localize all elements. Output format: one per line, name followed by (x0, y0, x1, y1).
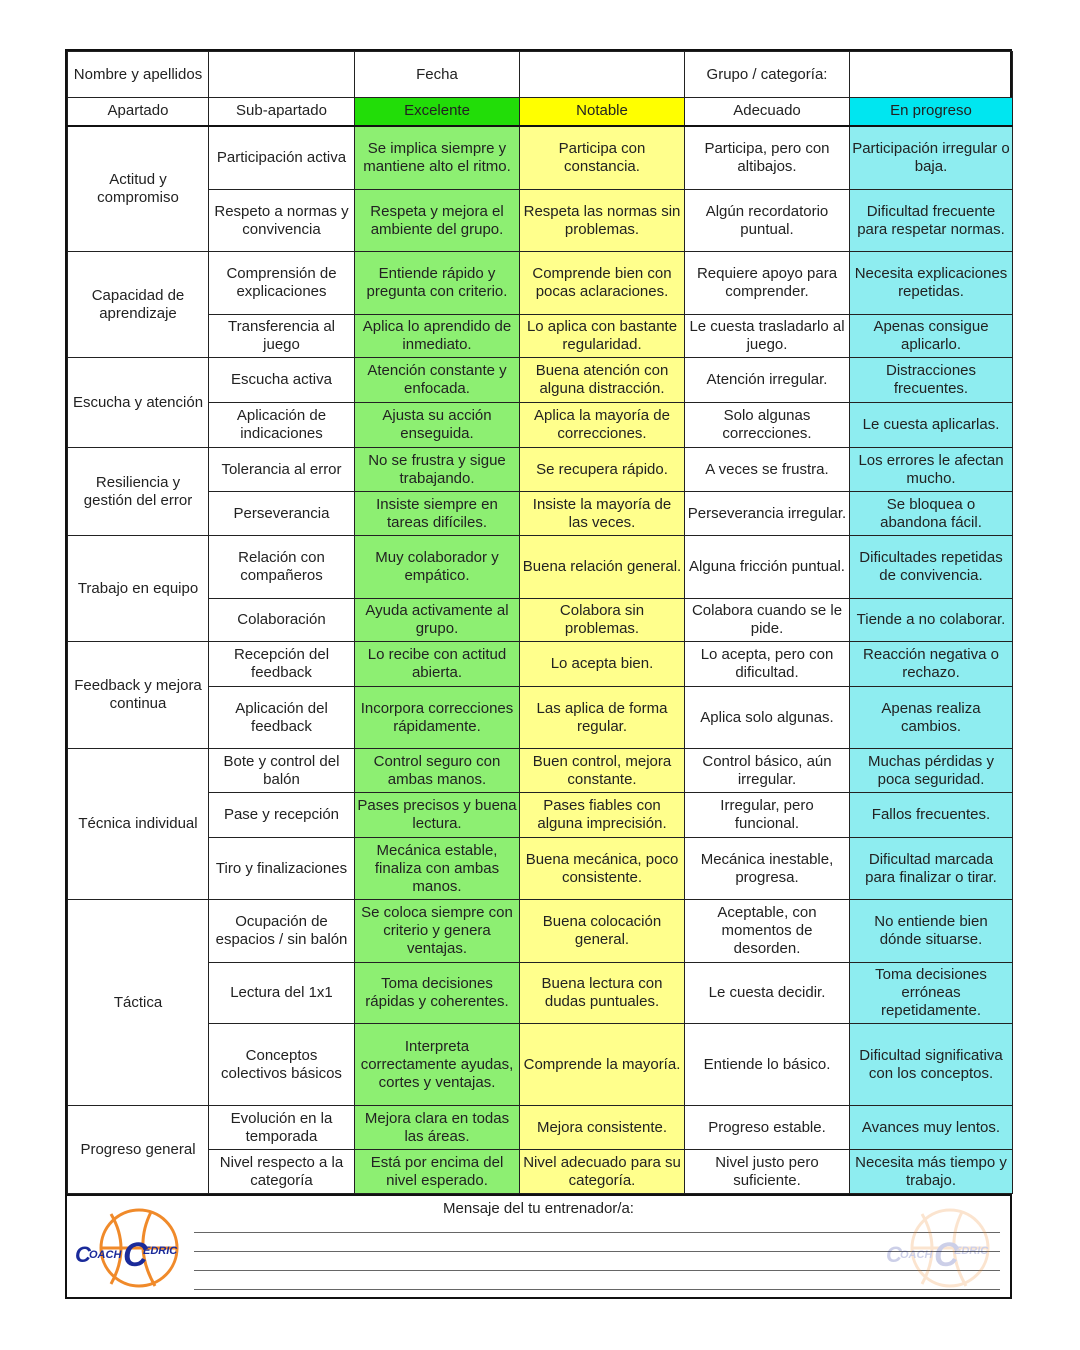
level-en-progreso-cell[interactable]: No entiende bien dónde situarse. (850, 900, 1013, 963)
subsection-name: Perseverancia (209, 492, 355, 536)
coach-message-area (67, 1194, 1010, 1297)
name-field[interactable] (209, 52, 355, 98)
level-excelente-cell[interactable]: Ajusta su acción enseguida. (355, 403, 520, 448)
info-row (68, 52, 1013, 98)
level-adecuado-cell[interactable]: Atención irregular. (685, 358, 850, 403)
level-excelente-cell[interactable]: Toma decisiones rápidas y coherentes. (355, 963, 520, 1024)
level-adecuado-cell[interactable]: Nivel justo pero suficiente. (685, 1150, 850, 1194)
svg-text:EDRIC: EDRIC (143, 1245, 178, 1257)
message-line[interactable] (194, 1251, 1000, 1252)
subsection-name: Lectura del 1x1 (209, 963, 355, 1024)
subsection-name: Transferencia al juego (209, 315, 355, 358)
level-notable-cell[interactable]: Lo aplica con bastante regularidad. (520, 315, 685, 358)
section-name: Progreso general (68, 1106, 209, 1194)
level-excelente-cell[interactable]: Muy colaborador y empático. (355, 536, 520, 599)
date-field[interactable] (520, 52, 685, 98)
name-label: Nombre y apellidos (68, 52, 209, 98)
level-notable-cell[interactable]: Aplica la mayoría de correcciones. (520, 403, 685, 448)
level-excelente-cell[interactable]: Aplica lo aprendido de inmediato. (355, 315, 520, 358)
rubric-row (68, 448, 1013, 492)
rubric-row (68, 358, 1013, 403)
subsection-name: Recepción del feedback (209, 642, 355, 687)
rubric-row (68, 403, 1013, 448)
level-adecuado-cell[interactable]: Solo algunas correcciones. (685, 403, 850, 448)
level-en-progreso-cell[interactable]: Dificultad marcada para finalizar o tirar. (850, 838, 1013, 900)
level-excelente-cell[interactable]: Insiste siempre en tareas difíciles. (355, 492, 520, 536)
rubric-row (68, 1024, 1013, 1106)
subsection-name: Respeto a normas y convivencia (209, 190, 355, 252)
column-header-row (68, 98, 1013, 126)
coach-cedric-logo (71, 1204, 191, 1292)
level-adecuado-cell[interactable]: Algún recordatorio puntual. (685, 190, 850, 252)
rubric-row (68, 492, 1013, 536)
level-adecuado-cell[interactable]: Colabora cuando se le pide. (685, 599, 850, 642)
level-notable-cell[interactable]: Mejora consistente. (520, 1106, 685, 1150)
svg-text:C: C (886, 1242, 902, 1267)
level-en-progreso-cell[interactable]: Apenas consigue aplicarlo. (850, 315, 1013, 358)
coach-cedric-watermark-logo (882, 1204, 1002, 1292)
level-notable-cell[interactable]: Pases fiables con alguna imprecisión. (520, 793, 685, 838)
level-en-progreso-cell[interactable]: Distracciones frecuentes. (850, 358, 1013, 403)
level-en-progreso-cell[interactable]: Le cuesta aplicarlas. (850, 403, 1013, 448)
level-notable-cell[interactable]: Buena relación general. (520, 536, 685, 599)
rubric-row (68, 536, 1013, 599)
section-name: Táctica (68, 900, 209, 1106)
level-notable-cell[interactable]: Buena colocación general. (520, 900, 685, 963)
svg-text:OACH: OACH (89, 1249, 122, 1261)
level-notable-cell[interactable]: Buena atención con alguna distracción. (520, 358, 685, 403)
subsection-name: Tolerancia al error (209, 448, 355, 492)
evaluation-sheet (65, 49, 1012, 1299)
rubric-row (68, 252, 1013, 315)
level-notable-cell[interactable]: Buena mecánica, poco consistente. (520, 838, 685, 900)
level-notable-cell[interactable]: Buena lectura con dudas puntuales. (520, 963, 685, 1024)
level-adecuado-cell[interactable]: Alguna fricción puntual. (685, 536, 850, 599)
section-name: Trabajo en equipo (68, 536, 209, 642)
rubric-row (68, 1106, 1013, 1150)
level-notable-cell[interactable]: Colabora sin problemas. (520, 599, 685, 642)
rubric-table (67, 51, 1013, 1194)
header-en-progreso: En progreso (850, 98, 1013, 126)
level-notable-cell[interactable]: Insiste la mayoría de las veces. (520, 492, 685, 536)
level-excelente-cell[interactable]: Ayuda activamente al grupo. (355, 599, 520, 642)
level-en-progreso-cell[interactable]: Reacción negativa o rechazo. (850, 642, 1013, 687)
rubric-row (68, 838, 1013, 900)
header-adecuado: Adecuado (685, 98, 850, 126)
section-name: Escucha y atención (68, 358, 209, 448)
level-excelente-cell[interactable]: Interpreta correctamente ayudas, cortes y ventajas. (355, 1024, 520, 1106)
rubric-row (68, 687, 1013, 749)
subsection-name: Evolución en la temporada (209, 1106, 355, 1150)
level-adecuado-cell[interactable]: Irregular, pero funcional. (685, 793, 850, 838)
level-adecuado-cell[interactable]: Entiende lo básico. (685, 1024, 850, 1106)
level-adecuado-cell[interactable]: Progreso estable. (685, 1106, 850, 1150)
message-line[interactable] (194, 1289, 1000, 1290)
svg-text:C: C (934, 1236, 959, 1274)
level-excelente-cell[interactable]: Control seguro con ambas manos. (355, 749, 520, 793)
section-name: Capacidad de aprendizaje (68, 252, 209, 358)
level-en-progreso-cell[interactable]: Necesita explicaciones repetidas. (850, 252, 1013, 315)
level-adecuado-cell[interactable]: Aplica solo algunas. (685, 687, 850, 749)
subsection-name: Tiro y finalizaciones (209, 838, 355, 900)
svg-text:EDRIC: EDRIC (954, 1245, 989, 1257)
header-section: Apartado (68, 98, 209, 126)
level-notable-cell[interactable]: Buen control, mejora constante. (520, 749, 685, 793)
level-adecuado-cell[interactable]: Control básico, aún irregular. (685, 749, 850, 793)
level-en-progreso-cell[interactable]: Dificultad significativa con los conceptos. (850, 1024, 1013, 1106)
level-adecuado-cell[interactable]: Mecánica inestable, progresa. (685, 838, 850, 900)
subsection-name: Aplicación del feedback (209, 687, 355, 749)
section-name: Resiliencia y gestión del error (68, 448, 209, 536)
level-excelente-cell[interactable]: Mejora clara en todas las áreas. (355, 1106, 520, 1150)
header-notable: Notable (520, 98, 685, 126)
group-label: Grupo / categoría: (685, 52, 850, 98)
level-excelente-cell[interactable]: Atención constante y enfocada. (355, 358, 520, 403)
section-name: Actitud y compromiso (68, 126, 209, 252)
level-en-progreso-cell[interactable]: Muchas pérdidas y poca seguridad. (850, 749, 1013, 793)
subsection-name: Bote y control del balón (209, 749, 355, 793)
section-name: Feedback y mejora continua (68, 642, 209, 749)
rubric-row (68, 599, 1013, 642)
rubric-row (68, 749, 1013, 793)
rubric-row (68, 1150, 1013, 1194)
level-en-progreso-cell[interactable]: Dificultades repetidas de convivencia. (850, 536, 1013, 599)
level-en-progreso-cell[interactable]: Se bloquea o abandona fácil. (850, 492, 1013, 536)
level-notable-cell[interactable]: Respeta las normas sin problemas. (520, 190, 685, 252)
level-en-progreso-cell[interactable]: Fallos frecuentes. (850, 793, 1013, 838)
subsection-name: Participación activa (209, 126, 355, 190)
subsection-name: Conceptos colectivos básicos (209, 1024, 355, 1106)
level-en-progreso-cell[interactable]: Dificultad frecuente para respetar normas. (850, 190, 1013, 252)
level-excelente-cell[interactable]: No se frustra y sigue trabajando. (355, 448, 520, 492)
level-excelente-cell[interactable]: Lo recibe con actitud abierta. (355, 642, 520, 687)
subsection-name: Aplicación de indicaciones (209, 403, 355, 448)
subsection-name: Ocupación de espacios / sin balón (209, 900, 355, 963)
rubric-row (68, 126, 1013, 190)
level-en-progreso-cell[interactable]: Avances muy lentos. (850, 1106, 1013, 1150)
subsection-name: Escucha activa (209, 358, 355, 403)
level-en-progreso-cell[interactable]: Necesita más tiempo y trabajo. (850, 1150, 1013, 1194)
level-adecuado-cell[interactable]: Participa, pero con altibajos. (685, 126, 850, 190)
rubric-row (68, 190, 1013, 252)
level-excelente-cell[interactable]: Respeta y mejora el ambiente del grupo. (355, 190, 520, 252)
svg-text:C: C (123, 1236, 148, 1274)
subsection-name: Comprensión de explicaciones (209, 252, 355, 315)
rubric-row (68, 642, 1013, 687)
svg-text:OACH: OACH (900, 1249, 933, 1261)
rubric-row (68, 963, 1013, 1024)
level-en-progreso-cell[interactable]: Tiende a no colaborar. (850, 599, 1013, 642)
subsection-name: Pase y recepción (209, 793, 355, 838)
message-line[interactable] (194, 1232, 1000, 1233)
message-line[interactable] (194, 1270, 1000, 1271)
level-en-progreso-cell[interactable]: Toma decisiones erróneas repetidamente. (850, 963, 1013, 1024)
level-excelente-cell[interactable]: Está por encima del nivel esperado. (355, 1150, 520, 1194)
level-notable-cell[interactable]: Lo acepta bien. (520, 642, 685, 687)
level-notable-cell[interactable]: Se recupera rápido. (520, 448, 685, 492)
level-notable-cell[interactable]: Comprende bien con pocas aclaraciones. (520, 252, 685, 315)
rubric-row (68, 315, 1013, 358)
level-excelente-cell[interactable]: Entiende rápido y pregunta con criterio. (355, 252, 520, 315)
subsection-name: Relación con compañeros (209, 536, 355, 599)
level-notable-cell[interactable]: Participa con constancia. (520, 126, 685, 190)
message-label: Mensaje del tu entrenador/a: (443, 1200, 634, 1217)
level-adecuado-cell[interactable]: Le cuesta trasladarlo al juego. (685, 315, 850, 358)
date-label: Fecha (355, 52, 520, 98)
level-adecuado-cell[interactable]: Perseverancia irregular. (685, 492, 850, 536)
level-notable-cell[interactable]: Las aplica de forma regular. (520, 687, 685, 749)
level-adecuado-cell[interactable]: Lo acepta, pero con dificultad. (685, 642, 850, 687)
level-adecuado-cell[interactable]: Requiere apoyo para comprender. (685, 252, 850, 315)
rubric-row (68, 793, 1013, 838)
subsection-name: Colaboración (209, 599, 355, 642)
level-excelente-cell[interactable]: Incorpora correcciones rápidamente. (355, 687, 520, 749)
header-subsection: Sub-apartado (209, 98, 355, 126)
header-excelente: Excelente (355, 98, 520, 126)
group-field[interactable] (850, 52, 1013, 98)
level-notable-cell[interactable]: Nivel adecuado para su categoría. (520, 1150, 685, 1194)
section-name: Técnica individual (68, 749, 209, 900)
level-adecuado-cell[interactable]: Le cuesta decidir. (685, 963, 850, 1024)
level-adecuado-cell[interactable]: A veces se frustra. (685, 448, 850, 492)
rubric-row (68, 900, 1013, 963)
level-excelente-cell[interactable]: Se implica siempre y mantiene alto el ritmo. (355, 126, 520, 190)
level-excelente-cell[interactable]: Pases precisos y buena lectura. (355, 793, 520, 838)
svg-text:C: C (75, 1242, 91, 1267)
level-notable-cell[interactable]: Comprende la mayoría. (520, 1024, 685, 1106)
level-en-progreso-cell[interactable]: Los errores le afectan mucho. (850, 448, 1013, 492)
level-en-progreso-cell[interactable]: Participación irregular o baja. (850, 126, 1013, 190)
level-excelente-cell[interactable]: Se coloca siempre con criterio y genera ventajas. (355, 900, 520, 963)
level-en-progreso-cell[interactable]: Apenas realiza cambios. (850, 687, 1013, 749)
level-adecuado-cell[interactable]: Aceptable, con momentos de desorden. (685, 900, 850, 963)
subsection-name: Nivel respecto a la categoría (209, 1150, 355, 1194)
level-excelente-cell[interactable]: Mecánica estable, finaliza con ambas manos. (355, 838, 520, 900)
